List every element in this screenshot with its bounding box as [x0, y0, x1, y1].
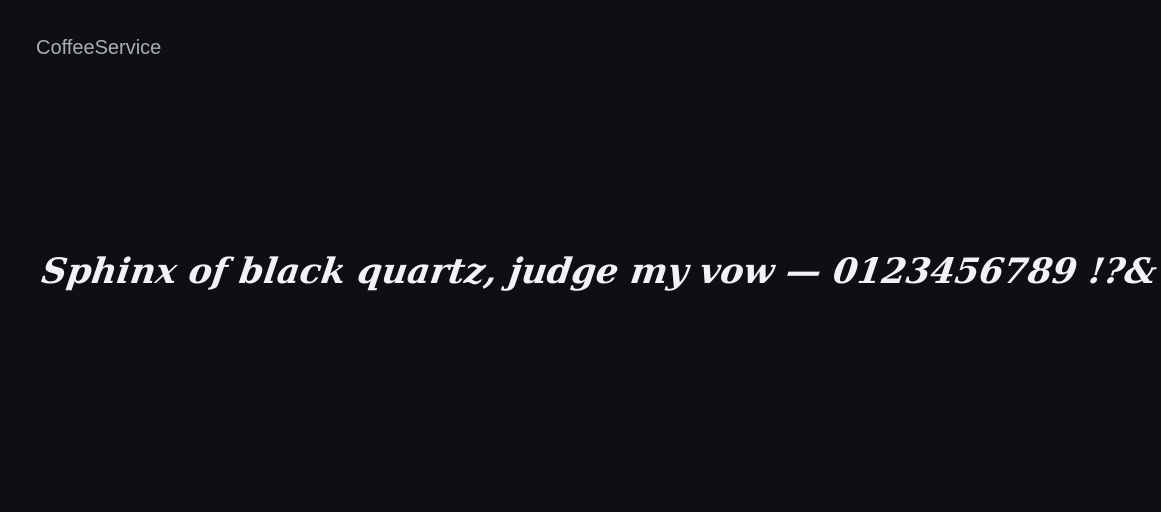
font-specimen-text: Sphinx of black quartz, judge my vow — 0123456789 !?& — [39, 251, 1160, 292]
brand-label: CoffeeService — [36, 37, 162, 59]
